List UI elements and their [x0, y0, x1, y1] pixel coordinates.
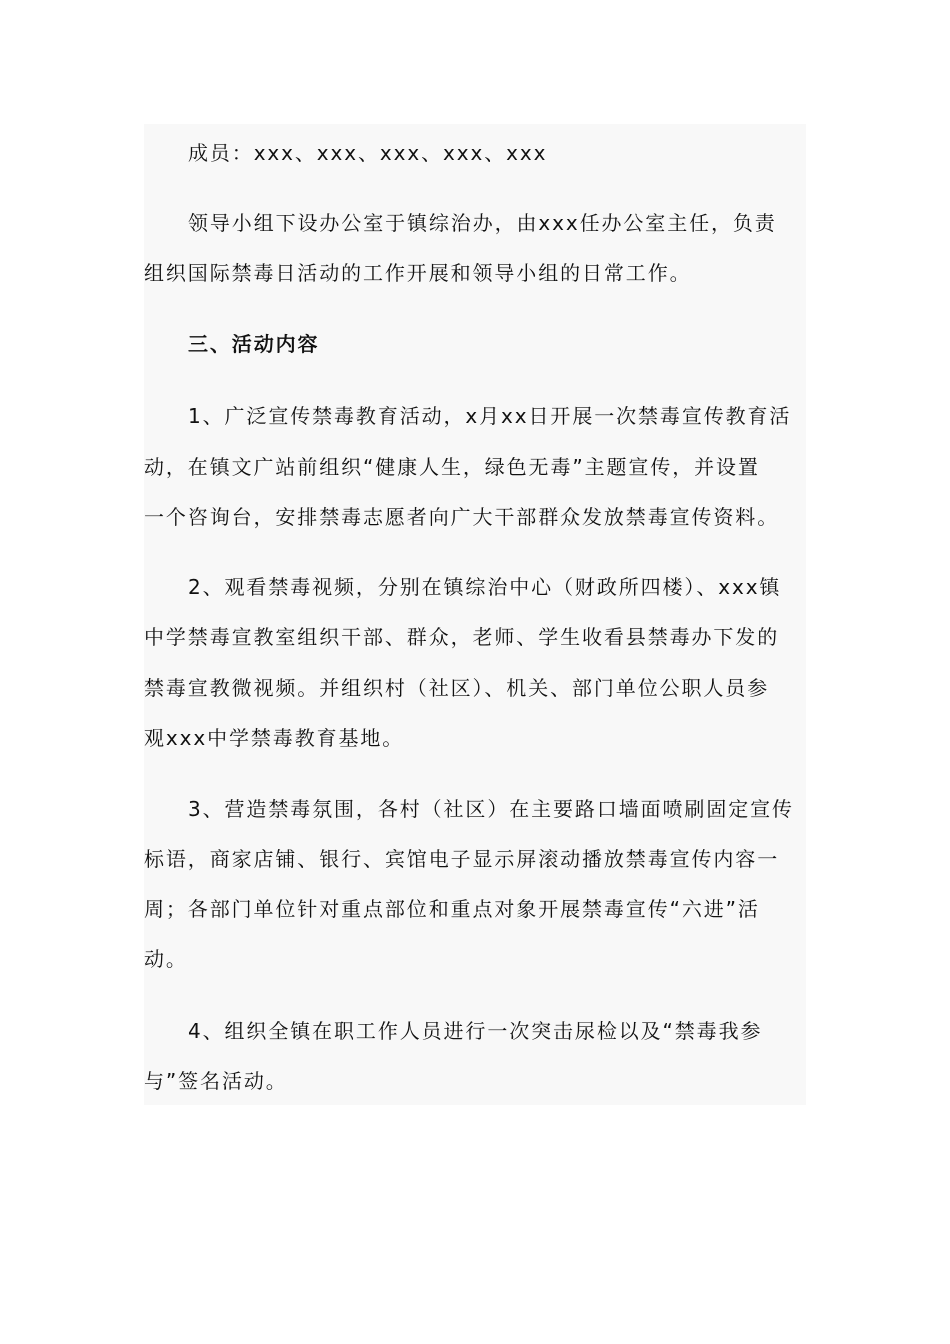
item3-line-4: 动。	[144, 947, 188, 971]
item2-line-2: 中学禁毒宣教室组织干部、群众，老师、学生收看县禁毒办下发的	[144, 625, 780, 649]
document-page	[144, 124, 806, 1105]
members-line: 成员：xxx、xxx、xxx、xxx、xxx	[188, 141, 548, 165]
item1-line-3: 一个咨询台，安排禁毒志愿者向广大干部群众发放禁毒宣传资料。	[144, 505, 780, 529]
item4-line-1: 4、组织全镇在职工作人员进行一次突击尿检以及“禁毒我参	[188, 1019, 763, 1043]
item1-line-2: 动，在镇文广站前组织“健康人生，绿色无毒”主题宣传，并设置	[144, 455, 760, 479]
item2-line-1: 2、观看禁毒视频，分别在镇综治中心（财政所四楼）、xxx镇	[188, 575, 782, 599]
item3-line-3: 周；各部门单位针对重点部位和重点对象开展禁毒宣传“六进”活	[144, 897, 760, 921]
office-paragraph-line-2: 组织国际禁毒日活动的工作开展和领导小组的日常工作。	[144, 261, 692, 285]
item3-line-2: 标语，商家店铺、银行、宾馆电子显示屏滚动播放禁毒宣传内容一	[144, 847, 780, 871]
item3-line-1: 3、营造禁毒氛围，各村（社区）在主要路口墙面喷刷固定宣传	[188, 797, 794, 821]
item2-line-3: 禁毒宣教微视频。并组织村（社区）、机关、部门单位公职人员参	[144, 676, 770, 700]
item4-line-2: 与”签名活动。	[144, 1069, 288, 1093]
item1-line-1: 1、广泛宣传禁毒教育活动，x月xx日开展一次禁毒宣传教育活	[188, 404, 792, 428]
office-paragraph-line-1: 领导小组下设办公室于镇综治办，由xxx任办公室主任，负责	[188, 211, 777, 235]
section-heading: 三、活动内容	[188, 332, 320, 356]
item2-line-4: 观xxx中学禁毒教育基地。	[144, 726, 405, 750]
